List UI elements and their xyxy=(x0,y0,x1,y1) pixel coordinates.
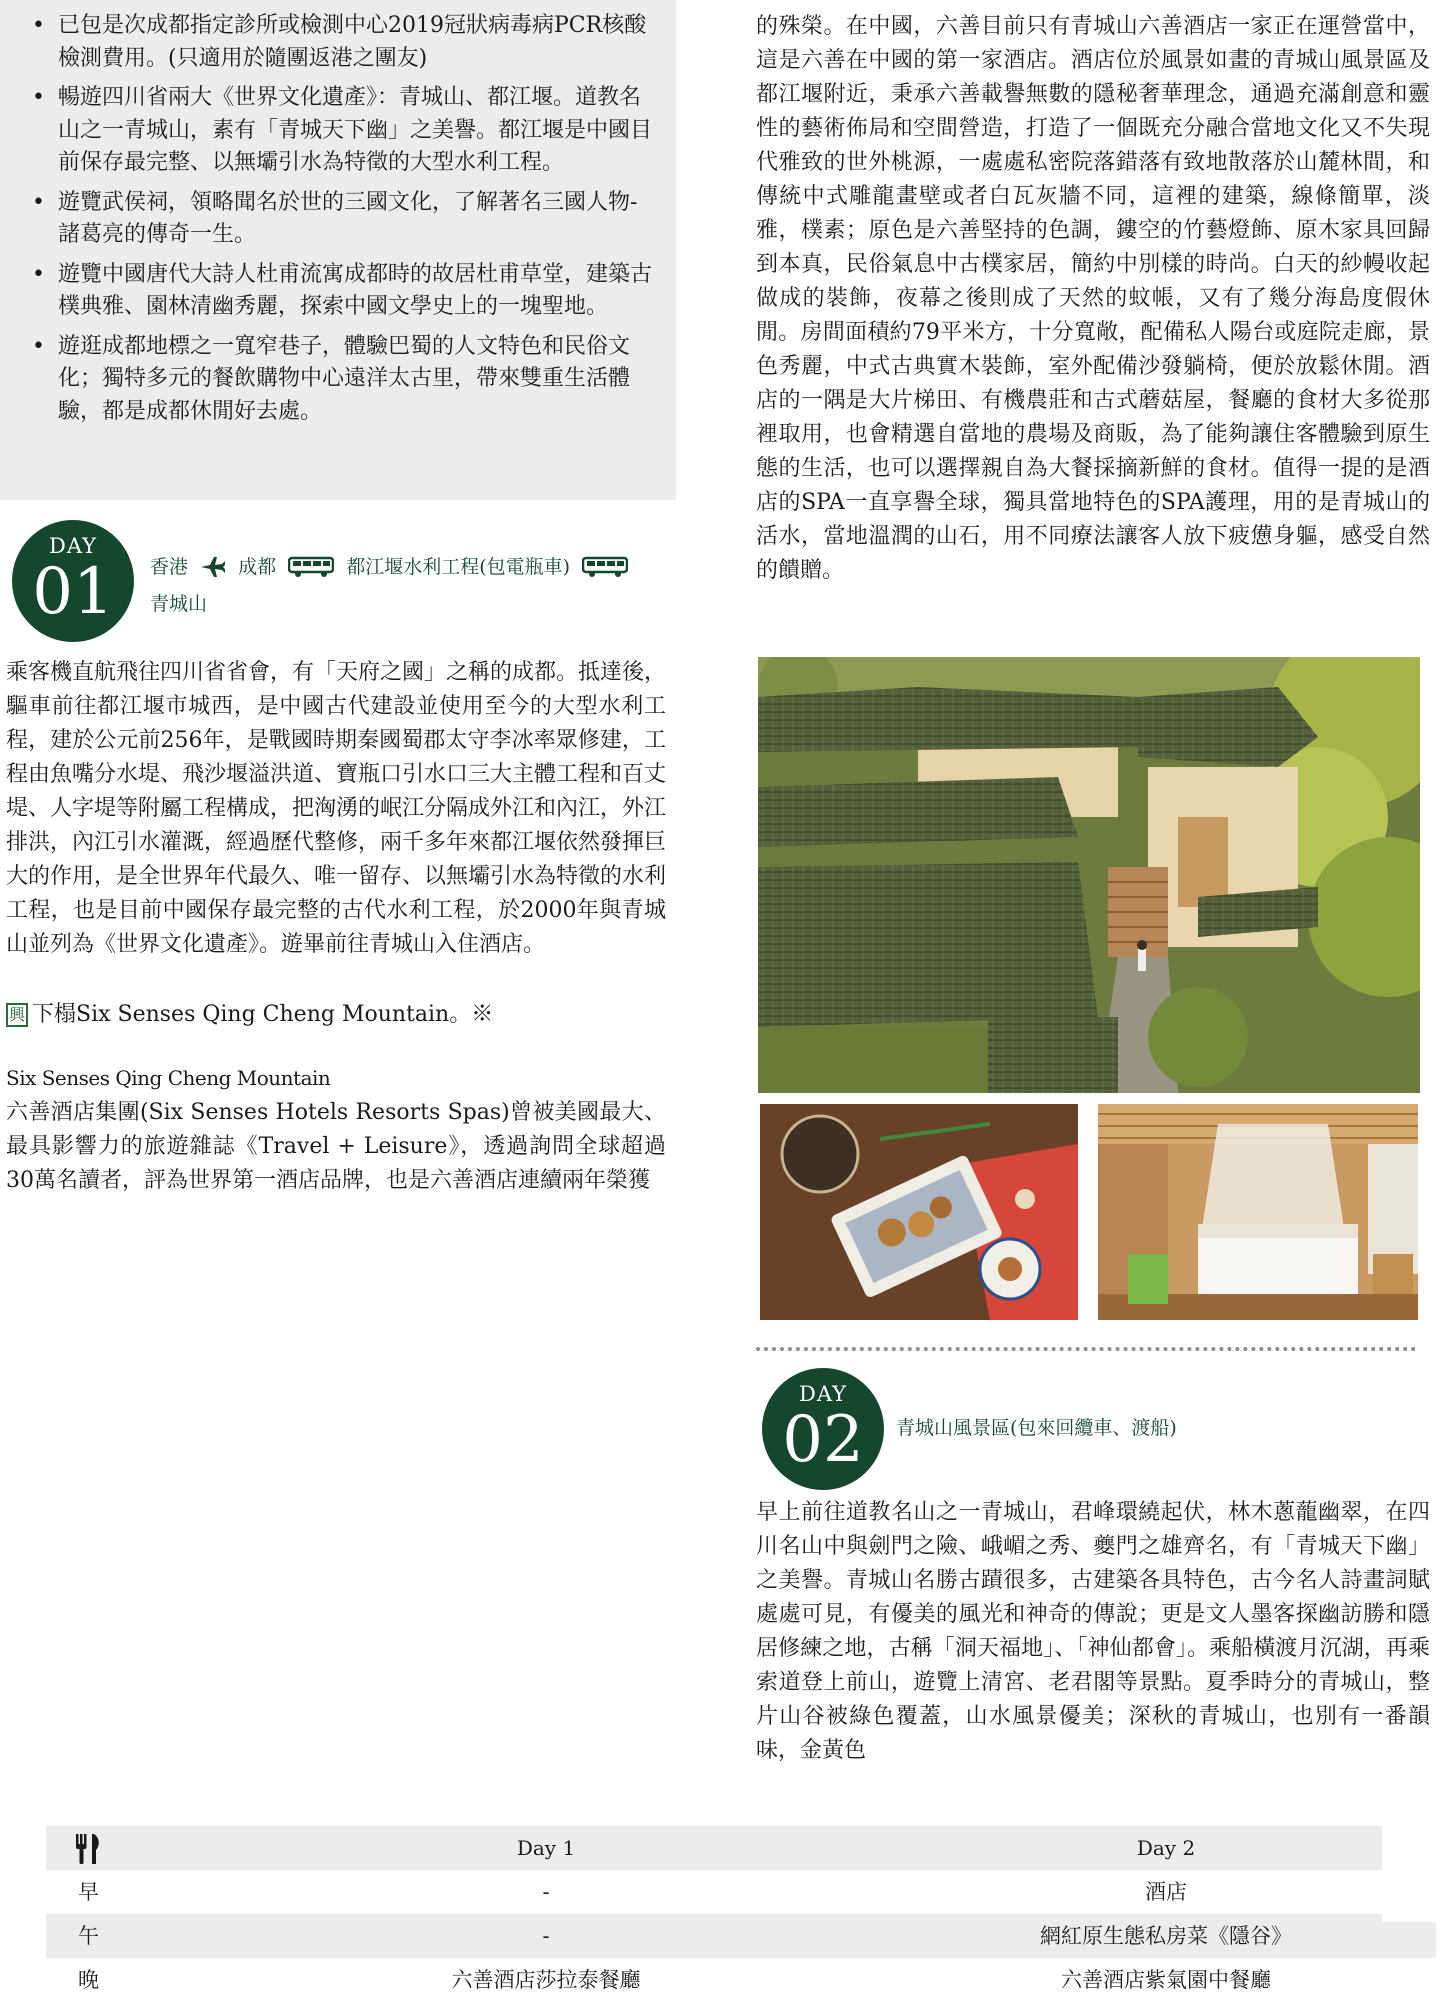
highlights-panel xyxy=(0,0,676,500)
route-stop: 香港 xyxy=(150,556,189,578)
bus-icon xyxy=(288,556,334,578)
meal-day1: - xyxy=(542,1880,550,1904)
day1-badge xyxy=(12,520,134,642)
highlight-item: • 暢遊四川省兩大《世界文化遺產》：青城山、都江堰。道教名山之一青城山，素有「青城天下幽」之美譽。都江堰是中國目前保存最完整、以無壩引水為特徵的大型水利工程。 xyxy=(18,82,656,180)
day2-badge xyxy=(762,1368,884,1490)
route-stop: 青城山 xyxy=(150,593,208,615)
meal-day2: 酒店 xyxy=(1145,1880,1187,1904)
meal-day2: 網紅原生態私房菜《隱谷》 xyxy=(1040,1924,1292,1948)
meal-label: 早 xyxy=(78,1880,99,1904)
route-stop: 都江堰水利工程(包電瓶車) xyxy=(346,556,571,578)
plane-icon xyxy=(200,556,226,578)
hotel-title: Six Senses Qing Cheng Mountain xyxy=(6,1066,331,1090)
hotel-line xyxy=(6,998,666,1032)
highlight-item: • 遊覽武侯祠，領略聞名於世的三國文化，了解著名三國人物-諸葛亮的傳奇一生。 xyxy=(18,187,656,252)
meal-label: 午 xyxy=(78,1924,99,1948)
highlight-item: • 已包是次成都指定診所或檢測中心2019冠狀病毒病PCR核酸檢測費用。(只適用於隨團返港之團友) xyxy=(18,10,656,75)
meals-header-day1: Day 1 xyxy=(516,1836,576,1860)
meals-row-dinner xyxy=(46,1958,1436,2002)
meal-day1: 六善酒店莎拉泰餐廳 xyxy=(451,1968,641,1992)
section-divider xyxy=(756,1347,1416,1351)
meal-day1: - xyxy=(542,1924,550,1948)
hotel-courtyard-photo xyxy=(758,657,1420,1093)
day1-route xyxy=(150,548,680,622)
day1-badge-number: 01 xyxy=(32,555,114,629)
meals-row-lunch xyxy=(46,1914,1436,1958)
day2-badge-label: DAY xyxy=(798,1382,847,1406)
hotel-room-photo xyxy=(1098,1104,1418,1320)
bus-icon xyxy=(582,556,628,578)
day2-badge-number: 02 xyxy=(782,1403,864,1477)
hotel-line-text: 下榻Six Senses Qing Cheng Mountain。※ xyxy=(32,1002,494,1027)
day2-route: 青城山風景區(包來回纜車、渡船) xyxy=(896,1417,1177,1439)
day2-description: 早上前往道教名山之一青城山，君峰環繞起伏，林木蔥蘢幽翠，在四川名山中與劍門之險、峨嵋之秀、夔門之雄齊名，有「青城天下幽」之美譽。青城山名勝古蹟很多，古建築各具特色，古今名人詩畫詞賦處處可見，有優美的風光和神奇的傳說；更是文人墨客探幽訪勝和隱居修練之地，古稱「洞天福地」、「神仙都會」。乘船橫渡月沉湖，再乘索道登上前山，遊覽上清宮、老君閣等景點。夏季時分的青城山，整片山谷被綠色覆蓋，山水風景優美；深秋的青城山，也別有一番韻味，金黃色 xyxy=(756,1500,1430,1763)
meals-row-breakfast xyxy=(46,1870,1436,1914)
meals-header-day2: Day 2 xyxy=(1136,1836,1196,1860)
day1-badge-label: DAY xyxy=(48,534,97,558)
day1-description: 乘客機直航飛往四川省省會，有「天府之國」之稱的成都。抵達後，驅車前往都江堰市城西，是中國古代建設並使用至今的大型水利工程，建於公元前256年，是戰國時期秦國蜀郡太守李冰率眾修建，工程由魚嘴分水堤、飛沙堰溢洪道、寶瓶口引水口三大主體工程和百丈堤、人字堤等附屬工程構成，把洶湧的岷江分隔成外江和內江，外江排洪，內江引水灌溉，經過歷代整修，兩千多年來都江堰依然發揮巨大的作用，是全世界年代最久、唯一留存、以無壩引水為特徵的水利工程，也是目前中國保存最完整的古代水利工程，於2000年與青城山並列為《世界文化遺產》。遊畢前往青城山入住酒店。 xyxy=(6,660,667,957)
highlight-item: • 遊覽中國唐代大詩人杜甫流寓成都時的故居杜甫草堂，建築古樸典雅、園林清幽秀麗，探索中國文學史上的一塊聖地。 xyxy=(18,259,656,324)
fork-knife-icon xyxy=(74,1832,102,1866)
hotel-description-continued: 的殊榮。在中國，六善目前只有青城山六善酒店一家正在運營當中，這是六善在中國的第一家酒店。酒店位於風景如畫的青城山風景區及都江堰附近，秉承六善載譽無數的隱秘奢華理念，通過充滿創意和靈性的藝術佈局和空間營造，打造了一個既充分融合當地文化又不失現代雅致的世外桃源，一處處私密院落錯落有致地散落於山麓林間，和傳統中式雕龍畫壁或者白瓦灰牆不同，這裡的建築，線條簡單，淡雅，樸素；原色是六善堅持的色調，鏤空的竹藝燈飾、原木家具回歸到本真，民俗氣息中古樸家居，簡約中別樣的時尚。白天的紗幔收起做成的裝飾，夜幕之後則成了天然的蚊帳，又有了幾分海島度假休閒。房間面積約79平米方，十分寬敞，配備私人陽台或庭院走廊，景色秀麗，中式古典實木裝飾，室外配備沙發躺椅，便於放鬆休閒。酒店的一隅是大片梯田、有機農莊和古式蘑菇屋，餐廳的食材大多從那裡取用，也會精選自當地的農場及商販，為了能夠讓住客體驗到原生態的生活，也可以選擇親自為大餐採摘新鮮的食材。值得一提的是酒店的SPA一直享譽全球，獨具當地特色的SPA護理，用的是青城山的活水，當地溫潤的山石，用不同療法讓客人放下疲憊身軀，感受自然的饋贈。 xyxy=(756,14,1430,583)
hotel-description: 六善酒店集團(Six Senses Hotels Resorts Spas)曾被美國最大、最具影響力的旅遊雜誌《Travel + Leisure》，透過詢問全球超過30萬名讀者，評為世界第一酒店品牌，也是六善酒店連續兩年榮獲 xyxy=(6,1100,666,1193)
meal-day2: 六善酒店紫氣園中餐廳 xyxy=(1061,1968,1271,1992)
highlight-item: • 遊逛成都地標之一寬窄巷子，體驗巴蜀的人文特色和民俗文化；獨特多元的餐飲購物中心遠洋太古里，帶來雙重生活體驗，都是成都休閒好去處。 xyxy=(18,331,656,429)
meal-label: 晚 xyxy=(78,1968,99,1992)
meals-table xyxy=(46,1826,1436,2002)
food-photo xyxy=(760,1104,1078,1320)
route-stop: 成都 xyxy=(238,556,277,578)
highlights-list xyxy=(18,10,656,428)
meals-header-row xyxy=(46,1826,1436,1870)
hotel-stamp-icon: 興 xyxy=(6,1003,28,1027)
